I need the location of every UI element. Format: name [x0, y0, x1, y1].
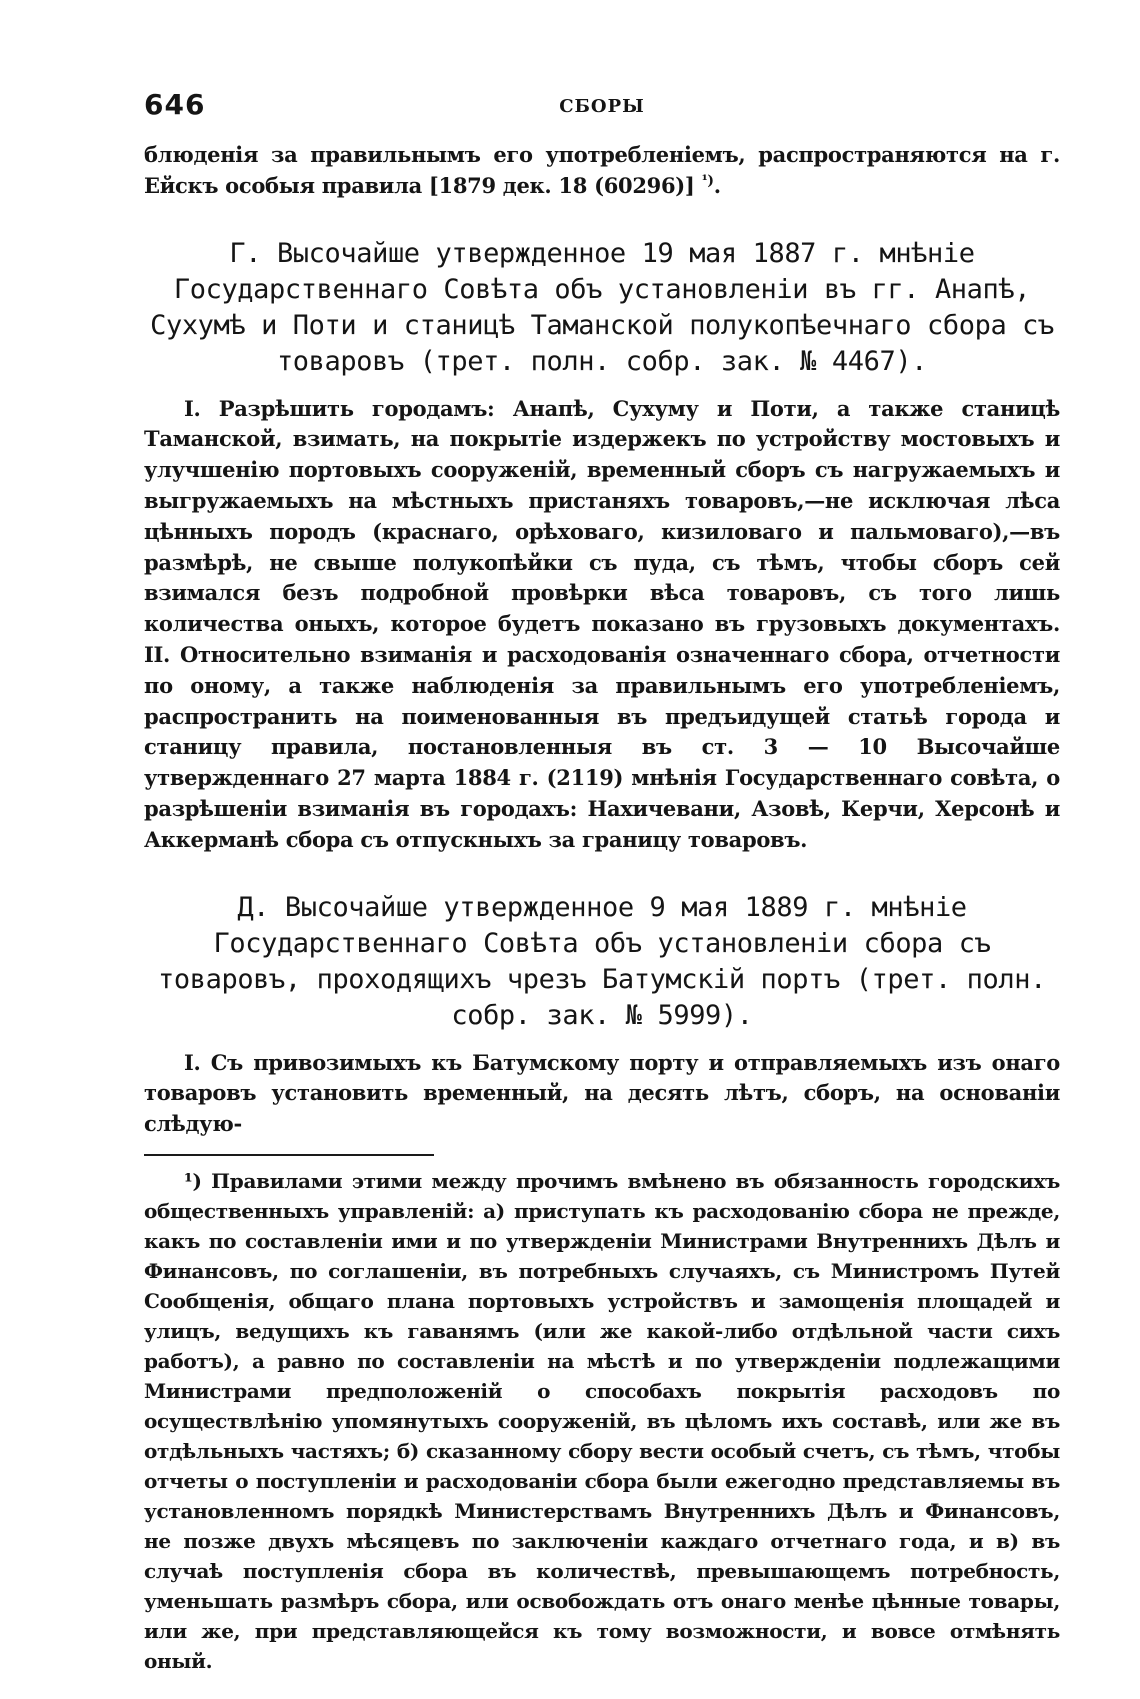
- continuation-end: .: [713, 172, 721, 198]
- footnote-divider: [144, 1154, 434, 1156]
- section-heading-d: Д. Высочайше утвержденное 9 мая 1889 г. мнѣніе Государственнаго Совѣта объ установленіи сбора съ товаровъ, проходящихъ чрезъ Батумскій портъ (трет. полн. собр. зак. № 5999).: [158, 891, 1046, 1031]
- continuation-paragraph: [144, 140, 1060, 202]
- footnote: [144, 1166, 1060, 1676]
- section-text-g: I. Разрѣшить городамъ: Анапѣ, Сухуму и Поти, а также станицѣ Таманской, взимать, на покрытіе издержекъ по устройству мостовыхъ и улучшенію портовыхъ сооруженій, временный сборъ съ нагружаемыхъ и выгружаемыхъ на мѣстныхъ пристаняхъ товаровъ,—не исключая лѣса цѣнныхъ породъ (краснаго, орѣховаго, кизиловаго и пальмоваго),—въ размѣрѣ, не свыше полукопѣйки съ пуда, съ тѣмъ, чтобы сборъ сей взимался безъ подробной провѣрки вѣса товаровъ, съ того лишь количества оныхъ, которое будетъ показано въ грузовыхъ документахъ. II. Относительно взиманія и расходованія означеннаго сбора, отчетности по оному, а также наблюденія за правильнымъ его употребленіемъ, распространить на поименованныя въ предъидущей статьѣ города и станицу правила, постановленныя въ ст. 3 — 10 Высочайше утвержденнаго 27 марта 1884 г. (2119) мнѣнія Государственнаго совѣта, о разрѣшеніи взиманія въ городахъ: Нахичевани, Азовѣ, Керчи, Херсонѣ и Аккерманѣ сбора съ отпускныхъ за границу товаровъ.: [144, 395, 1060, 852]
- section-heading-g: Г. Высочайше утвержденное 19 мая 1887 г. мнѣніе Государственнаго Совѣта объ установленіи въ гг. Анапѣ, Сухумѣ и Поти и станицѣ Таманской полукопѣечнаго сбора съ товаровъ (трет. полн. собр. зак. № 4467).: [150, 237, 1054, 377]
- continuation-text: блюденія за правильнымъ его употребленіемъ, распространяются на г. Ейскъ особыя правила [1879 дек. 18 (60296)]: [144, 142, 1060, 198]
- footnote-reference: ¹): [701, 172, 714, 189]
- page-header: [144, 88, 1060, 128]
- running-title: СБОРЫ: [559, 96, 645, 117]
- footnote-mark: ¹): [184, 1168, 202, 1193]
- section-text-d: I. Съ привозимыхъ къ Батумскому порту и отправляемыхъ изъ онаго товаровъ установить временный, на десять лѣтъ, сборъ, на основаніи слѣдую-: [144, 1049, 1060, 1137]
- page-number: 646: [144, 88, 206, 121]
- footnote-text: Правилами этими между прочимъ вмѣнено въ обязанность городскихъ общественныхъ управленій: а) приступать къ расходованію сбора не прежде, какъ по составленіи ими и по утвержденіи Министрами Внутреннихъ Дѣлъ и Финансовъ, по соглашеніи, въ потребныхъ случаяхъ, съ Министромъ Путей Сообщенія, общаго плана портовыхъ устройствъ и замощенія площадей и улицъ, ведущихъ къ гаванямъ (или же какой-либо отдѣльной части сихъ работъ), а равно по составленіи на мѣстѣ и по утвержденіи подлежащими Министрами предположеній о способахъ покрытія расходовъ по осуществлѣнію упомянутыхъ сооруженій, въ цѣломъ ихъ составѣ, или же въ отдѣльныхъ частяхъ; б) сказанному сбору вести особый счетъ, съ тѣмъ, чтобы отчеты о поступленіи и расходованіи сбора были ежегодно представляемы въ установленномъ порядкѣ Министерствамъ Внутреннихъ Дѣлъ и Финансовъ, не позже двухъ мѣсяцевъ по заключеніи каждаго отчетнаго года, и в) въ случаѣ поступленія сбора въ количествѣ, превышающемъ потребность, уменьшать размѣръ сбора, или освобождать отъ онаго менѣе цѣнные товары, или же, при представляющейся къ тому возможности, и вовсе отмѣнять оный.: [144, 1168, 1060, 1673]
